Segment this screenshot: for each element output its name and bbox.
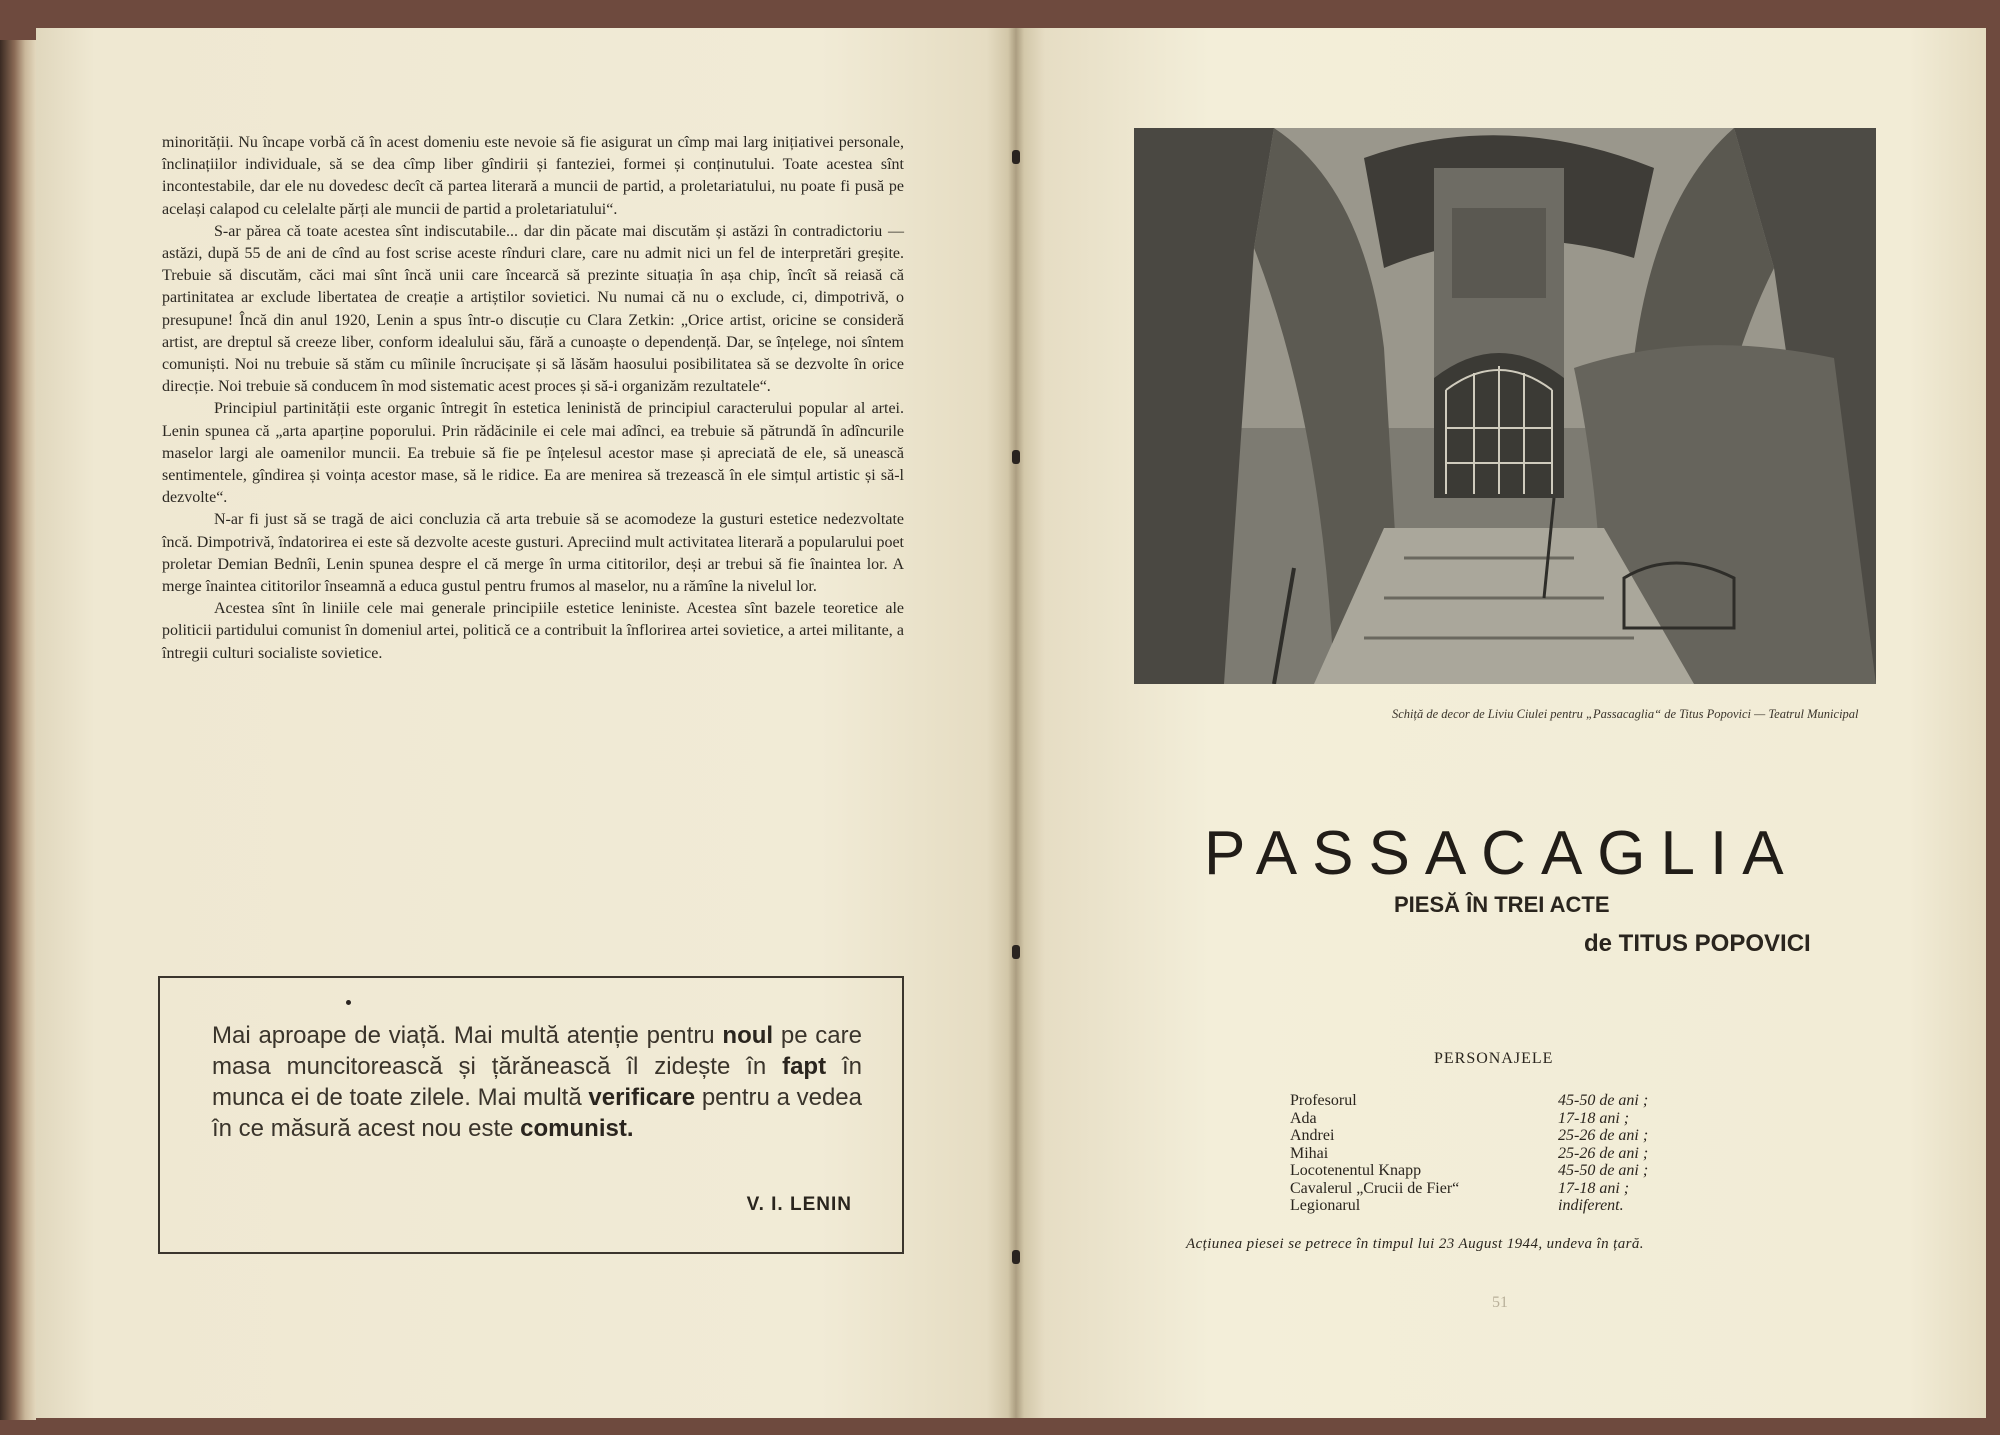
binding-stitch [1012, 945, 1020, 959]
set-design-illustration [1134, 128, 1876, 684]
character-name: Ada [1290, 1109, 1317, 1127]
quote-emphasis: verificare [588, 1084, 696, 1111]
quote-segment: pentru a vedea în ce măsură acest nou este [212, 1084, 862, 1142]
cast-heading: PERSONAJELE [1434, 1050, 1554, 1067]
paragraph: Acestea sînt în liniile cele mai generale principiile estetice leniniste. Acestea sînt bazele teoretice ale politicii partidului comunist în domeniul artei, politică ce a contribuit la înflorirea artei sovietice, a artei militante, a întregii culturi socialiste sovietice. [162, 600, 904, 662]
character-age: 17-18 ani ; [1558, 1179, 1630, 1197]
paragraph: N-ar fi just să se tragă de aici concluzia că arta trebuie să se acomodeze la gusturi estetice nedezvoltate încă. Dimpotrivă, îndatorirea ei este să dezvolte aceste gusturi. Apreciind mult activitatea literară a popularului poet proletar Demian Bednîi, Lenin spunea despre el că merge în urma cititorilor, deși ar trebui să fie înaintea lor. A merge înaintea cititorilor înseamnă a educa gustul pentru frumos al maselor, nu a rămîne la nivelul lor. [162, 511, 904, 596]
play-title: PASSACAGLIA [1204, 819, 1799, 888]
play-subtitle: PIESĂ ÎN TREI ACTE [1394, 892, 1610, 917]
character-name: Andrei [1290, 1127, 1335, 1144]
character-name: Locotenentul Knapp [1290, 1162, 1422, 1179]
character-name: Mihai [1290, 1144, 1329, 1162]
setting-note: Acțiunea piesei se petrece în timpul lui 23 August 1944, undeva în țară. [1186, 1236, 1644, 1252]
character-age: 25-26 de ani ; [1558, 1144, 1649, 1162]
book-gutter [1008, 28, 1024, 1418]
character-age: 25-26 de ani ; [1558, 1127, 1649, 1144]
paragraph: minorității. Nu încape vorbă că în acest domeniu este nevoie să fie asigurat un cîmp mai larg inițiativei personale, înclinațiilor individuale, să se dea cîmp liber gîndirii și fanteziei, formei și conținutului. Toate acestea sînt incontestabile, dar ele nu dovedesc decît că partea literară a muncii de partid, a proletariatului, nu poate fi pusă pe același calapod cu celelalte părți ale muncii de partid a proletariatului“. [162, 134, 904, 218]
binding-stitch [1012, 450, 1020, 464]
quote-segment: pe care masa muncitorească și țărănească îl zidește în [212, 1022, 862, 1080]
character-age: 45-50 de ani ; [1558, 1092, 1649, 1109]
character-name: Profesorul [1290, 1092, 1357, 1109]
stage-sketch [1134, 128, 1876, 684]
cast-row [1290, 1110, 1690, 1128]
quote-emphasis: fapt [782, 1053, 827, 1080]
cast-row [1290, 1162, 1690, 1180]
article-text [162, 132, 904, 665]
binding-stitch [1012, 150, 1020, 164]
page-number: 51 [1492, 1294, 1508, 1311]
cast-row [1290, 1197, 1690, 1215]
character-name: Legionarul [1290, 1197, 1361, 1214]
lenin-quote-box [158, 976, 904, 1254]
quote-segment: Mai aproape de viață. Mai multă atenție pentru [212, 1022, 723, 1049]
character-name: Cavalerul „Crucii de Fier“ [1290, 1179, 1460, 1197]
quote-emphasis: comunist. [520, 1115, 634, 1142]
cast-row [1290, 1145, 1690, 1163]
play-author: de TITUS POPOVICI [1584, 930, 1811, 957]
paragraph: S-ar părea că toate acestea sînt indiscutabile... dar din păcate mai discutăm și astăzi în contradictoriu — astăzi, după 55 de ani de cînd au fost scrise aceste rînduri clare, care nu admit nici un fel de interpretări greșite. Trebuie să discutăm, căci mai sînt încă unii care încearcă să prezinte situația în așa chip, încît să reiasă că partinitatea ar exclude libertatea de creație a artiștilor sovietici. Nu numai că nu o exclude, ci, dimpotrivă, o presupune! Încă din anul 1920, Lenin a spus într-o discuție cu Clara Zetkin: „Orice artist, oricine se consideră artist, are dreptul să creeze liber, conform idealului său, fără a cunoaște o dependență. Dar, se înțelege, noi sîntem comuniști. Noi nu trebuie să stăm cu mîinile încrucișate și să lăsăm haosului posibilitatea să se dezvolte în orice direcție. Noi trebuie să conducem în mod sistematic acest proces și să-i organizăm rezultatele“. [162, 222, 904, 396]
character-age: indiferent. [1558, 1197, 1624, 1214]
character-age: 17-18 ani ; [1558, 1109, 1630, 1127]
quote-emphasis: noul [722, 1022, 774, 1049]
quote-author: V. I. LENIN [746, 1194, 852, 1215]
cast-list [1290, 1092, 1690, 1215]
quote-segment: în munca ei de toate zilele. Mai multă [212, 1053, 862, 1111]
page-stack-edge [0, 40, 36, 1420]
cast-row [1290, 1092, 1690, 1110]
bullet-dot [346, 1000, 351, 1005]
cast-row [1290, 1180, 1690, 1198]
illustration-caption: Schiță de decor de Liviu Ciulei pentru „Passacaglia“ de Titus Popovici — Teatrul Municipal [1392, 707, 1859, 721]
paragraph: Principiul partinității este organic întregit în estetica leninistă de principiul caracterului popular al artei. Lenin spunea că „arta aparține poporului. Prin rădăcinile ei cele mai adînci, ea trebuie să pătrundă în adîncurile maselor largi ale oamenilor muncii. Ea trebuie să fie pe înțelesul acestor mase și apreciată de ele, să unească sentimentele, gîndirea și voința acestor mase, să le ridice. Ea are menirea să trezească în ele simțul artistic și să-l dezvolte“. [162, 400, 904, 507]
character-age: 45-50 de ani ; [1558, 1162, 1649, 1179]
binding-stitch [1012, 1250, 1020, 1264]
quote-text [212, 1020, 862, 1144]
cast-row [1290, 1127, 1690, 1145]
